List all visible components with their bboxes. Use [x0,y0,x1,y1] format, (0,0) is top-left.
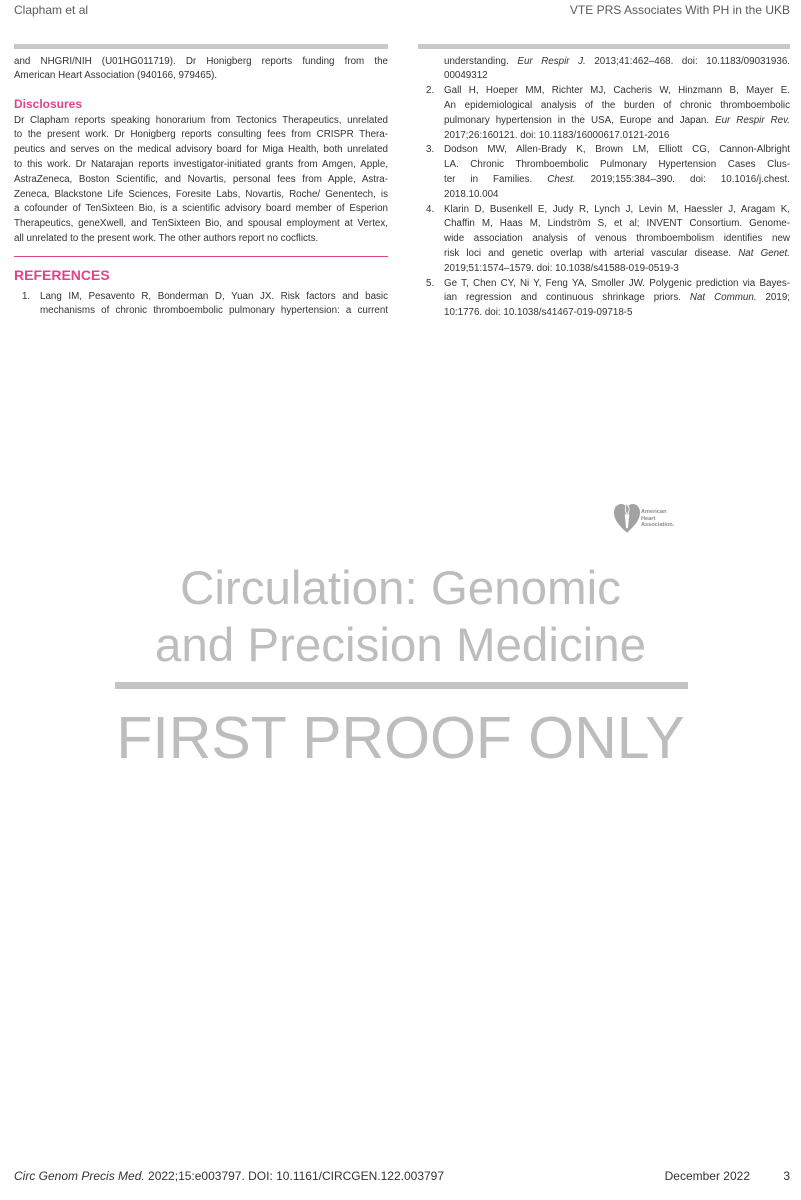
issue-date: December 2022 [664,1169,750,1183]
text-line: 2019;51:1574–1579. doi: 10.1038/s41588-019-0519-3 [444,262,679,274]
left-column-rule [14,44,388,49]
text-line [444,173,790,188]
text-line: all unrelated to the present work. The other authors report no cocflicts. [14,232,319,244]
text-line: wide association analysis of venous thromboembolism identifies new [444,233,790,245]
text-segment: pulmonary hypertension in the USA, Europe and Japan. [444,114,716,126]
text-line: An epidemiological analysis of the burden of chronic thromboembolic [444,99,790,111]
reference-text [444,203,790,277]
reference-text [444,84,790,143]
text-segment: 2019; [756,292,790,304]
text-line: American Heart Association (940166, 979465). [14,70,218,82]
text-line: Therapeutics, geneXwell, and TenSixteen Bio, and spousal employment at Vertex, [14,218,388,230]
text-line: peutics and serves on the medical advisory board for Miga Health, both unrelated [14,144,388,156]
reference-text [444,277,790,321]
logo-text-line: American [641,509,667,515]
reference-item [418,277,790,321]
text-line: a cofounder of TenSixteen Bio, is a scientific advisory board member of Esperion [14,203,388,215]
disclosures-heading: Disclosures [14,97,83,111]
logo-text-line: Heart [641,515,656,522]
text-line: mechanisms of chronic thromboembolic pulmonary hypertension: a current [40,305,388,317]
journal-abbreviation: Nat Commun. [689,292,757,304]
text-line: LA. Chronic Thromboembolic Pulmonary Hypertension Cases Clus- [444,159,790,171]
reference-number: 5. [426,277,435,289]
text-line: Dodson MW, Allen-Brady K, Brown LM, Elliott CG, Cannon-Albright [444,144,790,156]
text-line: 10:1776. doi: 10.1038/s41467-019-09718-5 [444,307,633,319]
journal-abbreviation: Eur Respir J. [517,55,586,67]
text-line: 2018.10.004 [444,188,499,200]
citation-line [14,1168,444,1184]
text-line: and NHGRI/NIH (U01HG011719). Dr Honigberg reports funding from the [14,55,388,67]
text-segment: 2019;155:384–390. doi: 10.1016/j.chest. [575,173,790,185]
disclosures-text [14,114,388,247]
text-line: to the present work. Dr Honigberg reports consulting fees from CRISPR Thera- [14,129,388,141]
text-line: Lang IM, Pesavento R, Bonderman D, Yuan JX. Risk factors and basic [40,290,388,302]
page-number: 3 [783,1169,790,1183]
watermark-journal-line-1: Circulation: Genomic [180,562,621,615]
text-line: Chaffin M, Haas M, Lindström S, et al; INVENT Consortium. Genome- [444,218,790,230]
text-segment: ian regression and continuous shrinkage priors. [444,292,690,304]
text-line: Klarin D, Busenkell E, Judy R, Lynch J, Levin M, Haessler J, Aragam K, [444,203,790,215]
reference-list-right [418,55,790,321]
text-line: to this work. Dr Natarajan reports investigator-initiated grants from Amgen, Apple, [14,158,388,170]
aha-logo [614,499,694,537]
journal-abbreviation: Chest. [547,173,576,185]
text-line [444,291,790,306]
text-line: AstraZeneca, Boston Scientific, and Novartis, personal fees from Apple, Astra- [14,173,388,185]
journal-abbreviation: Nat Genet. [738,247,790,259]
text-segment: 2013;41:462–468. doi: 10.1183/09031936. [585,55,790,67]
heart-torch-icon [614,499,640,535]
text-line: Gall H, Hoeper MM, Richter MJ, Cacheris W, Hinzmann B, Mayer E. [444,85,790,97]
text-line [444,114,790,129]
reference-items [418,84,790,321]
right-column-rule [418,44,790,49]
text-segment: understanding. [444,55,518,67]
text-line: Ge T, Chen CY, Ni Y, Feng YA, Smoller JW. Polygenic prediction via Bayes- [444,277,790,289]
text-line [444,55,790,70]
reference-item [14,290,388,320]
reference-number: 1. [22,290,31,302]
aha-logo-wordmark [641,509,674,529]
reference-number: 4. [426,203,435,215]
text-segment: risk loci and genetic overlap with arterial vascular disease. [444,247,739,259]
reference-list-left [14,290,388,320]
reference-text [444,143,790,202]
watermark-divider [115,682,688,689]
citation-details: 2022;15:e003797. DOI: 10.1161/CIRCGEN.122.003797 [144,1169,445,1183]
reference-continuation [444,55,790,85]
running-head-title: VTE PRS Associates With PH in the UKB [569,3,790,17]
references-rule [14,256,388,257]
proof-stamp: FIRST PROOF ONLY [116,705,685,771]
text-line: 00049312 [444,70,488,82]
reference-text [40,290,388,320]
reference-number: 2. [426,85,435,97]
logo-text-line: Association. [641,522,675,529]
funding-statement [14,55,388,85]
text-line [444,247,790,262]
watermark-journal-line-2: and Precision Medicine [154,619,647,672]
text-line: Zeneca, Blackstone Life Sciences, Foresite Labs, Novartis, Roche/ Genentech, is [14,188,388,200]
reference-number: 3. [426,144,435,156]
journal-abbreviation: Circ Genom Precis Med. [14,1169,145,1183]
reference-item [418,203,790,277]
running-head-author: Clapham et al [14,3,89,17]
references-heading: REFERENCES [14,267,110,283]
text-segment: ter in Families. [444,173,548,185]
text-line: 2017;26:160121. doi: 10.1183/16000617.0121-2016 [444,129,670,141]
reference-item [418,84,790,143]
text-line: Dr Clapham reports speaking honorarium from Tectonics Therapeutics, unrelated [14,114,388,126]
journal-abbreviation: Eur Respir Rev. [715,114,790,126]
reference-item [418,143,790,202]
